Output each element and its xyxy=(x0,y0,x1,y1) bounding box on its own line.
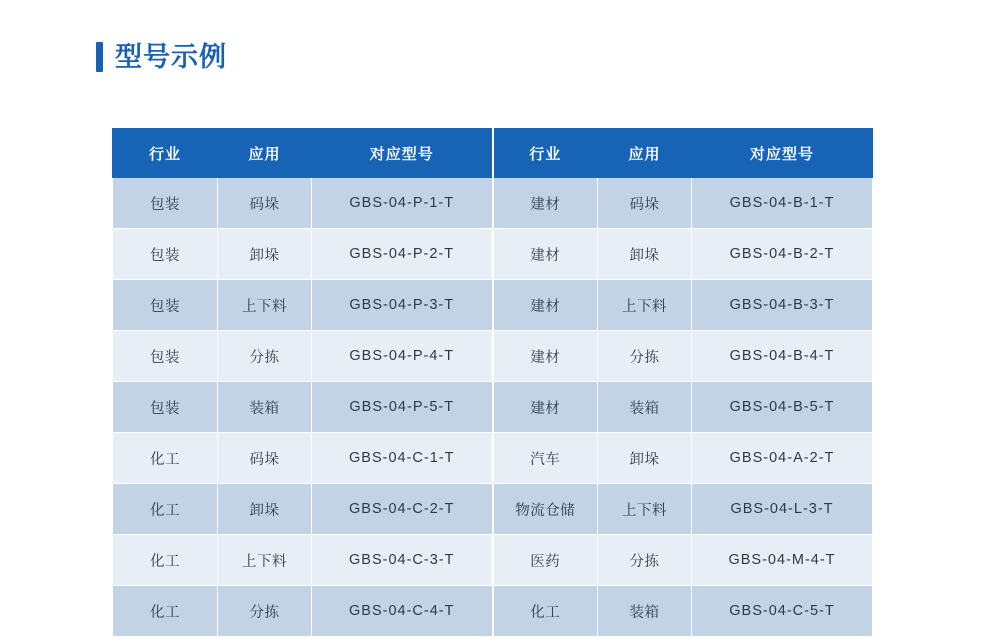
cell-model-right: GBS-04-B-4-T xyxy=(692,331,873,382)
page-title xyxy=(96,42,227,72)
cell-model-left: GBS-04-C-3-T xyxy=(312,535,493,586)
column-header-model-left: 对应型号 xyxy=(312,129,493,178)
cell-model-right: GBS-04-B-1-T xyxy=(692,178,873,229)
cell-application-right: 码垛 xyxy=(598,178,692,229)
table-row xyxy=(113,535,873,586)
cell-application-right: 上下料 xyxy=(598,280,692,331)
cell-application-left: 上下料 xyxy=(218,280,312,331)
table-header-row xyxy=(113,129,873,178)
cell-industry-left: 化工 xyxy=(113,433,218,484)
cell-industry-left: 化工 xyxy=(113,586,218,637)
cell-application-right: 分拣 xyxy=(598,331,692,382)
page-title-label: 型号示例 xyxy=(115,41,227,72)
cell-model-left: GBS-04-P-3-T xyxy=(312,280,493,331)
cell-application-left: 卸垛 xyxy=(218,229,312,280)
cell-industry-left: 化工 xyxy=(113,484,218,535)
cell-application-right: 卸垛 xyxy=(598,229,692,280)
cell-industry-left: 包装 xyxy=(113,280,218,331)
cell-industry-right: 建材 xyxy=(493,382,598,433)
cell-model-right: GBS-04-M-4-T xyxy=(692,535,873,586)
cell-industry-right: 汽车 xyxy=(493,433,598,484)
model-examples-table-wrapper xyxy=(112,128,872,637)
cell-industry-right: 化工 xyxy=(493,586,598,637)
cell-industry-left: 包装 xyxy=(113,382,218,433)
cell-model-left: GBS-04-P-2-T xyxy=(312,229,493,280)
cell-application-right: 装箱 xyxy=(598,586,692,637)
cell-industry-right: 建材 xyxy=(493,280,598,331)
cell-industry-right: 医药 xyxy=(493,535,598,586)
cell-industry-left: 化工 xyxy=(113,535,218,586)
table-row xyxy=(113,229,873,280)
cell-industry-left: 包装 xyxy=(113,229,218,280)
column-header-application-right: 应用 xyxy=(598,129,692,178)
cell-industry-right: 建材 xyxy=(493,331,598,382)
cell-industry-right: 建材 xyxy=(493,229,598,280)
cell-model-left: GBS-04-C-2-T xyxy=(312,484,493,535)
column-header-industry-right: 行业 xyxy=(493,129,598,178)
cell-application-left: 卸垛 xyxy=(218,484,312,535)
cell-application-left: 装箱 xyxy=(218,382,312,433)
cell-industry-left: 包装 xyxy=(113,178,218,229)
cell-model-left: GBS-04-P-1-T xyxy=(312,178,493,229)
cell-application-right: 装箱 xyxy=(598,382,692,433)
cell-application-left: 码垛 xyxy=(218,433,312,484)
cell-application-right: 上下料 xyxy=(598,484,692,535)
cell-industry-right: 建材 xyxy=(493,178,598,229)
cell-model-right: GBS-04-B-2-T xyxy=(692,229,873,280)
table-row xyxy=(113,331,873,382)
cell-model-left: GBS-04-P-4-T xyxy=(312,331,493,382)
cell-model-right: GBS-04-L-3-T xyxy=(692,484,873,535)
table-row xyxy=(113,433,873,484)
table-row xyxy=(113,586,873,637)
cell-model-right: GBS-04-B-5-T xyxy=(692,382,873,433)
cell-model-right: GBS-04-C-5-T xyxy=(692,586,873,637)
cell-application-left: 码垛 xyxy=(218,178,312,229)
cell-industry-right: 物流仓储 xyxy=(493,484,598,535)
column-header-model-right: 对应型号 xyxy=(692,129,873,178)
cell-model-left: GBS-04-P-5-T xyxy=(312,382,493,433)
model-examples-table xyxy=(112,128,873,637)
column-header-application-left: 应用 xyxy=(218,129,312,178)
table-row xyxy=(113,280,873,331)
cell-model-right: GBS-04-B-3-T xyxy=(692,280,873,331)
cell-model-left: GBS-04-C-1-T xyxy=(312,433,493,484)
cell-model-left: GBS-04-C-4-T xyxy=(312,586,493,637)
title-accent-bar xyxy=(96,42,103,72)
cell-model-right: GBS-04-A-2-T xyxy=(692,433,873,484)
cell-application-right: 分拣 xyxy=(598,535,692,586)
cell-application-right: 卸垛 xyxy=(598,433,692,484)
table-row xyxy=(113,382,873,433)
column-header-industry-left: 行业 xyxy=(113,129,218,178)
table-row xyxy=(113,178,873,229)
cell-application-left: 分拣 xyxy=(218,586,312,637)
cell-industry-left: 包装 xyxy=(113,331,218,382)
cell-application-left: 分拣 xyxy=(218,331,312,382)
table-row xyxy=(113,484,873,535)
cell-application-left: 上下料 xyxy=(218,535,312,586)
